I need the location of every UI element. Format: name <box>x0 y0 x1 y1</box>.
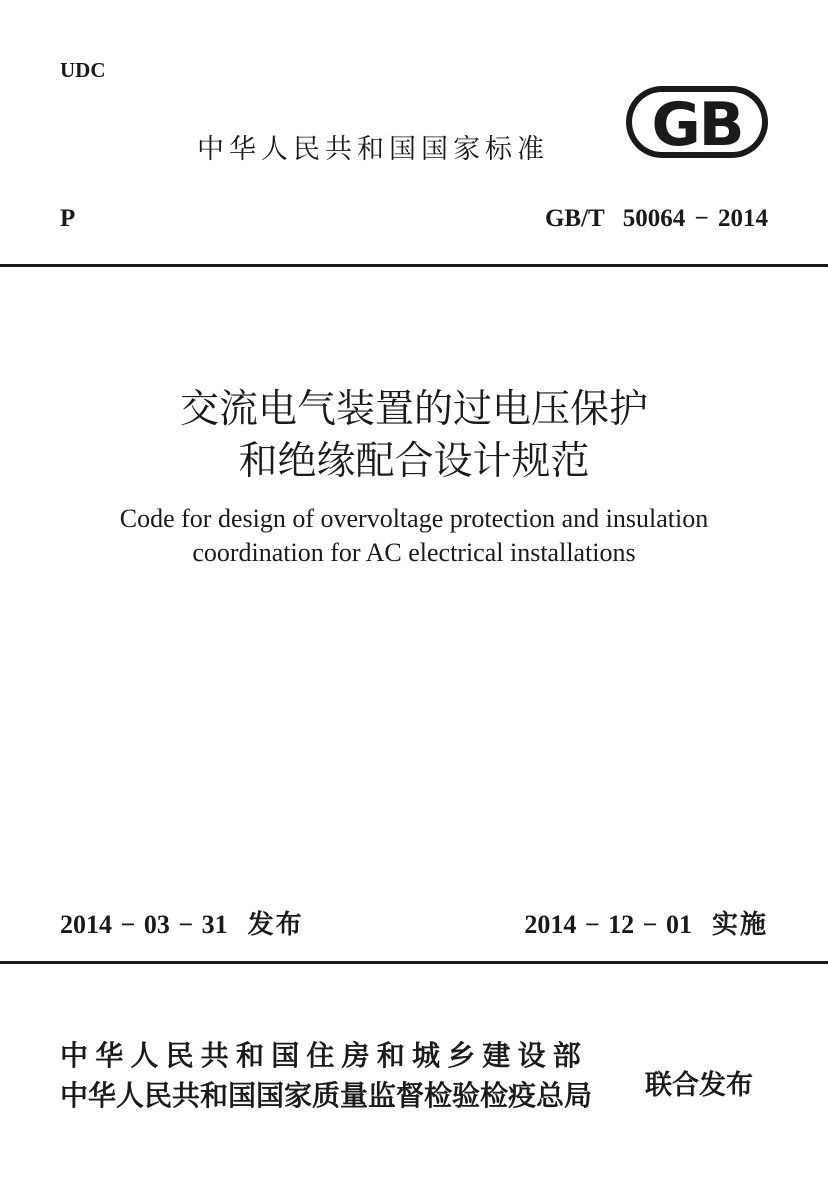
gb-logo <box>624 84 770 160</box>
title-chinese <box>0 384 828 488</box>
issuing-authorities <box>60 1036 592 1116</box>
implement-label: 实施 <box>711 910 768 940</box>
top-divider <box>0 264 828 267</box>
joint-issue-label: 联合发布 <box>645 1070 753 1101</box>
bottom-divider <box>0 961 828 964</box>
classification-code: P <box>60 205 76 232</box>
issuer-ministry: 中华人民共和国住房和城乡建设部 <box>60 1039 589 1072</box>
standard-type: 中华人民共和国国家标准 <box>197 134 549 165</box>
title-chinese-line-2: 和绝缘配合设计规范 <box>238 440 590 483</box>
implement-date: 2014 − 12 − 01 <box>524 910 692 939</box>
udc-label: UDC <box>60 58 106 82</box>
implement-date-block <box>524 904 768 941</box>
title-chinese-line-1: 交流电气装置的过电压保护 <box>179 388 648 431</box>
standard-number: GB/T 50064 − 2014 <box>544 205 768 232</box>
issue-label: 发布 <box>247 910 304 940</box>
issue-date-block <box>60 904 304 941</box>
title-english <box>0 502 828 570</box>
issue-date: 2014 − 03 − 31 <box>60 910 228 939</box>
title-english-line-1: Code for design of overvoltage protection and insulation <box>119 504 709 533</box>
title-english-line-2: coordination for AC electrical installations <box>192 538 636 567</box>
gb-logo-text: GB <box>651 90 743 160</box>
issuer-aqsiq: 中华人民共和国国家质量监督检验检疫总局 <box>60 1079 593 1112</box>
